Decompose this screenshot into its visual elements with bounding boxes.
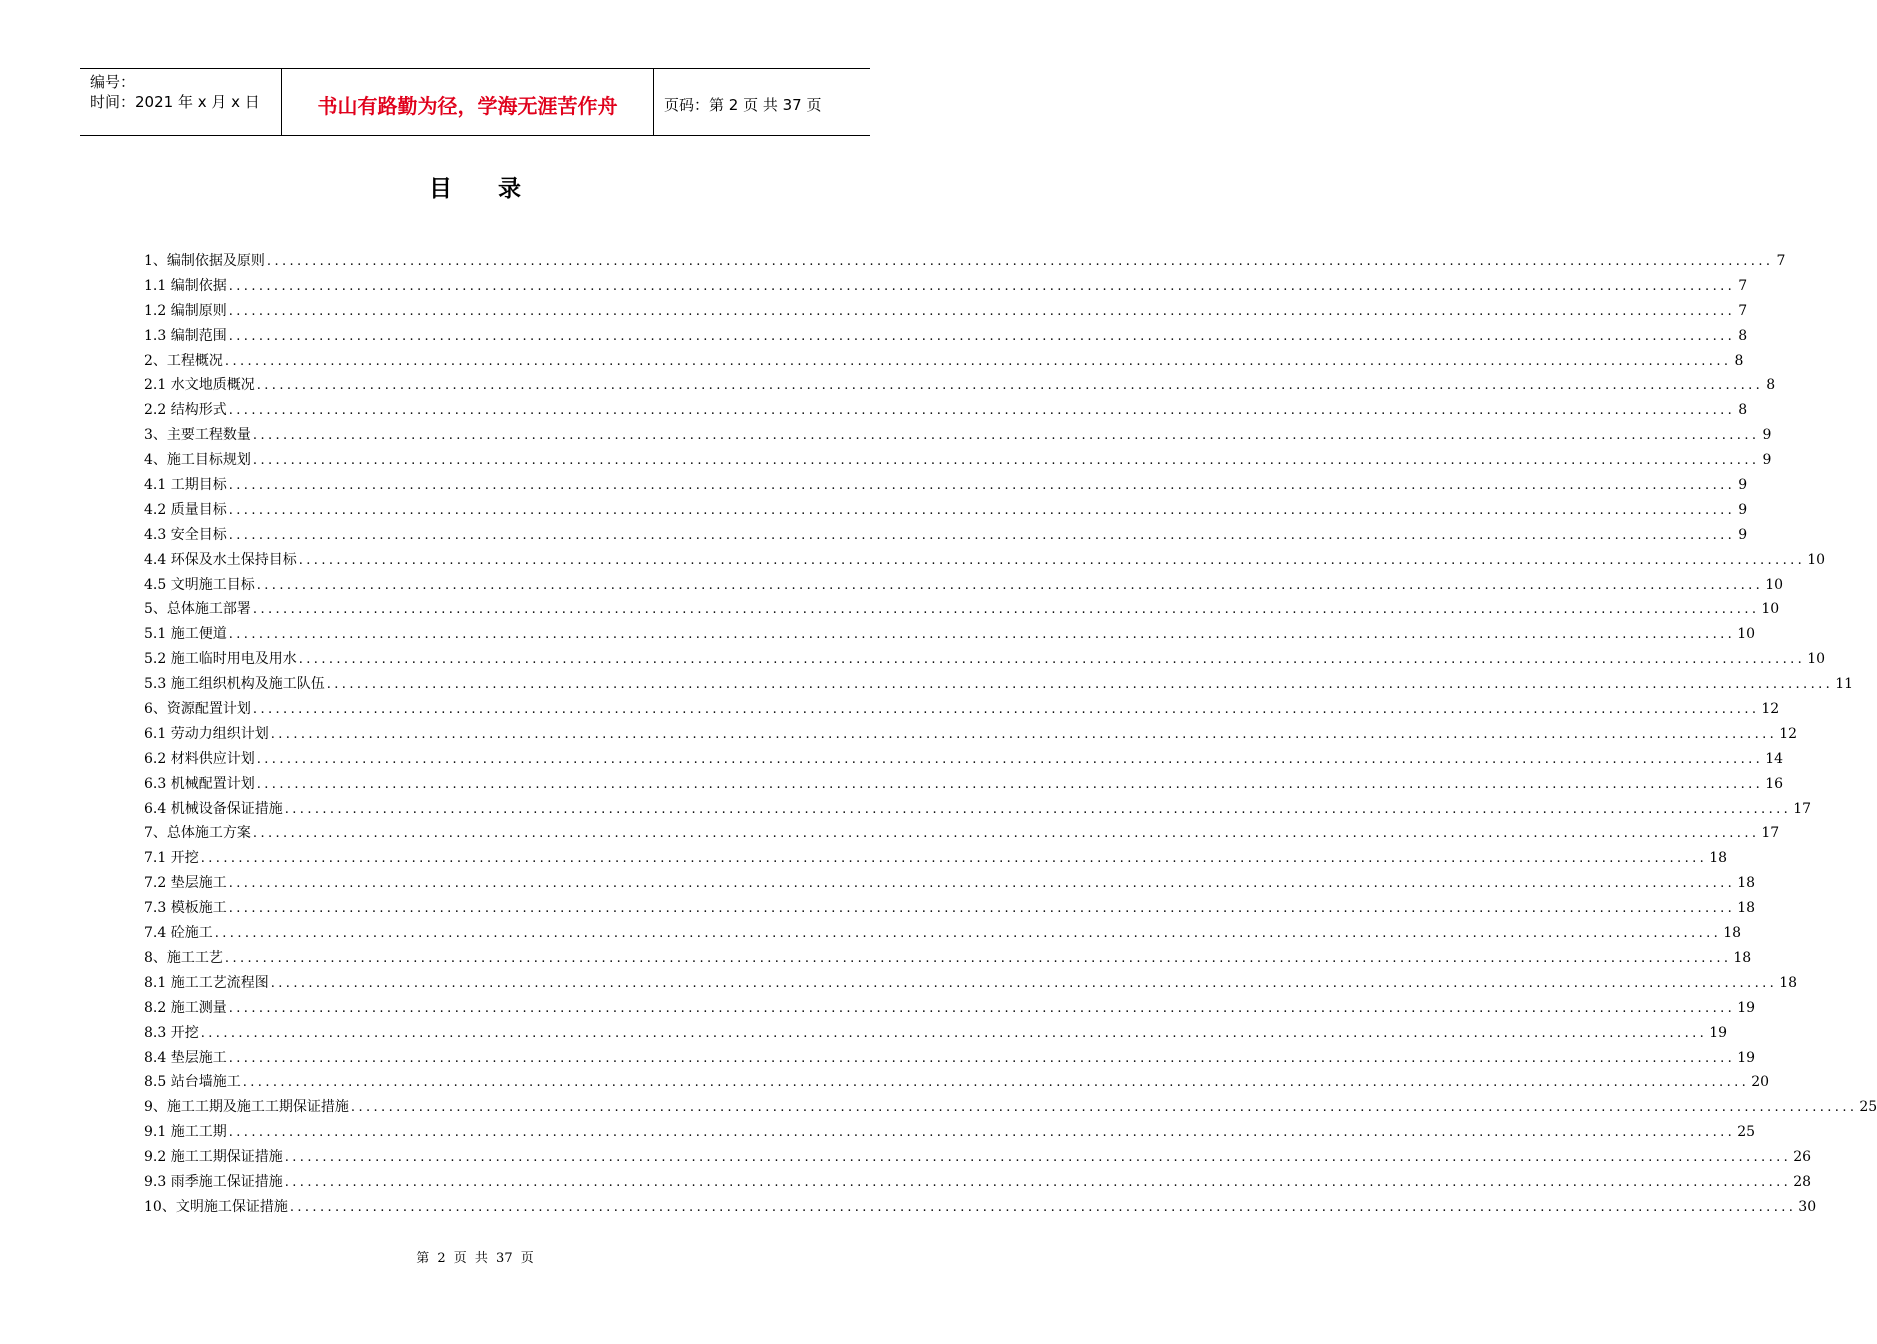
toc-entry-page: 7 xyxy=(1738,302,1748,319)
toc-entry-page: 8 xyxy=(1738,327,1748,344)
toc-entry-label: 4、施工目标规划 xyxy=(144,452,251,469)
toc-entry[interactable] xyxy=(144,747,1784,772)
toc-dot-leader: ........................................................................................................................................................................................................ xyxy=(224,950,1732,966)
toc-entry-label: 6.4 机械设备保证措施 xyxy=(144,800,283,817)
toc-dot-leader: ........................................................................................................................................................................................................ xyxy=(228,627,1736,643)
toc-dot-leader: ........................................................................................................................................................................................................ xyxy=(228,1050,1736,1066)
toc-entry-label: 8.3 开挖 xyxy=(144,1024,199,1041)
toc-entry-page: 12 xyxy=(1761,701,1780,718)
toc-entry-label: 4.4 环保及水土保持目标 xyxy=(144,551,297,568)
toc-dot-leader: ........................................................................................................................................................................................................ xyxy=(252,453,1760,469)
toc-dot-leader: ........................................................................................................................................................................................................ xyxy=(256,751,1764,767)
toc-entry[interactable] xyxy=(144,1070,1770,1095)
toc-dot-leader: ........................................................................................................................................................................................................ xyxy=(228,1000,1736,1016)
toc-dot-leader: ........................................................................................................................................................................................................ xyxy=(252,702,1760,718)
toc-entry-label: 6.3 机械配置计划 xyxy=(144,775,255,792)
toc-entry[interactable] xyxy=(144,1145,1812,1170)
toc-entry-label: 6.1 劳动力组织计划 xyxy=(144,725,269,742)
toc-entry[interactable] xyxy=(144,349,1744,374)
toc-entry-page: 9 xyxy=(1738,526,1748,543)
toc-dot-leader: ........................................................................................................................................................................................................ xyxy=(256,577,1764,593)
toc-entry-label: 6、资源配置计划 xyxy=(144,701,251,718)
toc-entry[interactable] xyxy=(144,971,1798,996)
toc-entry-page: 8 xyxy=(1734,352,1744,369)
toc-entry-label: 8.5 站台墙施工 xyxy=(144,1074,241,1091)
table-of-contents xyxy=(144,249,1877,1220)
toc-dot-leader: ........................................................................................................................................................................................................ xyxy=(326,677,1834,693)
toc-dot-leader: ........................................................................................................................................................................................................ xyxy=(270,975,1778,991)
toc-dot-leader: ........................................................................................................................................................................................................ xyxy=(298,552,1806,568)
toc-entry-page: 19 xyxy=(1709,1024,1728,1041)
toc-entry[interactable] xyxy=(144,722,1798,747)
toc-dot-leader: ........................................................................................................................................................................................................ xyxy=(252,428,1760,444)
toc-dot-leader: ........................................................................................................................................................................................................ xyxy=(284,801,1792,817)
toc-entry-page: 9 xyxy=(1762,427,1772,444)
toc-entry[interactable] xyxy=(144,523,1748,548)
toc-dot-leader: ........................................................................................................................................................................................................ xyxy=(228,328,1736,344)
toc-entry-page: 25 xyxy=(1737,1124,1756,1141)
toc-entry-label: 1.3 编制范围 xyxy=(144,327,227,344)
toc-entry[interactable] xyxy=(144,1120,1756,1145)
toc-entry[interactable] xyxy=(144,373,1776,398)
toc-entry-label: 3、主要工程数量 xyxy=(144,427,251,444)
toc-entry-label: 7.2 垫层施工 xyxy=(144,875,227,892)
toc-entry[interactable] xyxy=(144,597,1780,622)
toc-entry[interactable] xyxy=(144,622,1756,647)
toc-entry[interactable] xyxy=(144,996,1756,1021)
toc-entry[interactable] xyxy=(144,473,1748,498)
toc-entry-page: 10 xyxy=(1761,601,1780,618)
toc-entry-label: 8.4 垫层施工 xyxy=(144,1049,227,1066)
toc-entry[interactable] xyxy=(144,647,1826,672)
toc-entry-page: 19 xyxy=(1737,999,1756,1016)
toc-entry-page: 30 xyxy=(1798,1198,1817,1215)
toc-entry[interactable] xyxy=(144,697,1780,722)
toc-dot-leader: ........................................................................................................................................................................................................ xyxy=(298,652,1806,668)
toc-entry[interactable] xyxy=(144,573,1784,598)
toc-entry[interactable] xyxy=(144,249,1786,274)
toc-entry-page: 8 xyxy=(1766,377,1776,394)
toc-dot-leader: ........................................................................................................................................................................................................ xyxy=(228,901,1736,917)
toc-dot-leader: ........................................................................................................................................................................................................ xyxy=(228,303,1736,319)
toc-entry-page: 11 xyxy=(1835,676,1854,693)
toc-dot-leader: ........................................................................................................................................................................................................ xyxy=(228,502,1736,518)
toc-entry[interactable] xyxy=(144,274,1748,299)
toc-entry-page: 14 xyxy=(1765,750,1784,767)
toc-entry-label: 2.1 水文地质概况 xyxy=(144,377,255,394)
toc-entry[interactable] xyxy=(144,398,1748,423)
toc-entry-label: 7.4 砼施工 xyxy=(144,925,213,942)
toc-entry-label: 6.2 材料供应计划 xyxy=(144,750,255,767)
header-page-code: 页码：第 2 页 共 37 页 xyxy=(664,95,822,114)
toc-entry-label: 1、编制依据及原则 xyxy=(144,253,265,269)
toc-entry[interactable] xyxy=(144,672,1854,697)
toc-entry-page: 8 xyxy=(1738,402,1748,419)
toc-dot-leader: ........................................................................................................................................................................................................ xyxy=(252,826,1760,842)
toc-entry-label: 9.2 施工工期保证措施 xyxy=(144,1149,283,1166)
toc-entry-label: 2、工程概况 xyxy=(144,352,223,369)
toc-entry-page: 10 xyxy=(1765,576,1784,593)
toc-entry[interactable] xyxy=(144,498,1748,523)
toc-dot-leader: ........................................................................................................................................................................................................ xyxy=(214,926,1722,942)
document-time: 时间：2021 年 x 月 x 日 xyxy=(90,93,260,111)
toc-entry-page: 19 xyxy=(1737,1049,1756,1066)
toc-entry-page: 9 xyxy=(1738,501,1748,518)
toc-entry-label: 1.2 编制原则 xyxy=(144,302,227,319)
toc-entry-label: 4.1 工期目标 xyxy=(144,477,227,494)
toc-dot-leader: ........................................................................................................................................................................................................ xyxy=(224,353,1732,369)
toc-entry[interactable] xyxy=(144,299,1748,324)
toc-entry-label: 7、总体施工方案 xyxy=(144,825,251,842)
toc-entry[interactable] xyxy=(144,946,1752,971)
toc-entry-label: 4.2 质量目标 xyxy=(144,501,227,518)
toc-dot-leader: ........................................................................................................................................................................................................ xyxy=(228,1125,1736,1141)
toc-dot-leader: ........................................................................................................................................................................................................ xyxy=(200,1025,1708,1041)
page-title: 目录 xyxy=(429,176,567,202)
toc-entry[interactable] xyxy=(144,1021,1728,1046)
toc-entry-label: 4.5 文明施工目标 xyxy=(144,576,255,593)
toc-entry[interactable] xyxy=(144,821,1780,846)
toc-entry-label: 4.3 安全目标 xyxy=(144,526,227,543)
toc-entry-label: 9、施工工期及施工工期保证措施 xyxy=(144,1099,349,1116)
toc-dot-leader: ........................................................................................................................................................................................................ xyxy=(228,403,1736,419)
toc-entry-label: 5.3 施工组织机构及施工队伍 xyxy=(144,676,325,693)
toc-entry-page: 12 xyxy=(1779,725,1798,742)
toc-entry-label: 5.1 施工便道 xyxy=(144,626,227,643)
toc-entry-page: 17 xyxy=(1793,800,1812,817)
document-number-label: 编号： xyxy=(90,73,136,91)
toc-entry-page: 17 xyxy=(1761,825,1780,842)
toc-entry-page: 28 xyxy=(1793,1173,1812,1190)
toc-entry-label: 5、总体施工部署 xyxy=(144,601,251,618)
toc-dot-leader: ........................................................................................................................................................................................................ xyxy=(270,726,1778,742)
toc-entry-label: 10、文明施工保证措施 xyxy=(144,1198,288,1215)
toc-entry[interactable] xyxy=(144,1046,1756,1071)
page-footer: 第 2 页 共 37 页 xyxy=(416,1251,534,1266)
page-header xyxy=(80,68,870,136)
toc-entry-page: 7 xyxy=(1776,253,1786,269)
toc-entry[interactable] xyxy=(144,921,1742,946)
toc-entry-label: 9.3 雨季施工保证措施 xyxy=(144,1173,283,1190)
toc-entry-page: 9 xyxy=(1762,452,1772,469)
header-motto: 书山有路勤为径，学海无涯苦作舟 xyxy=(282,69,654,135)
toc-entry-label: 1.1 编制依据 xyxy=(144,277,227,294)
toc-dot-leader: ........................................................................................................................................................................................................ xyxy=(256,776,1764,792)
toc-entry-page: 18 xyxy=(1737,900,1756,917)
toc-entry-label: 8.2 施工测量 xyxy=(144,999,227,1016)
toc-entry-page: 20 xyxy=(1751,1074,1770,1091)
toc-entry-page: 18 xyxy=(1737,875,1756,892)
toc-entry-label: 2.2 结构形式 xyxy=(144,402,227,419)
toc-entry-label: 8、施工工艺 xyxy=(144,949,223,966)
toc-entry-page: 7 xyxy=(1738,277,1748,294)
toc-dot-leader: ........................................................................................................................................................................................................ xyxy=(228,478,1736,494)
toc-dot-leader: ........................................................................................................................................................................................................ xyxy=(266,254,1774,269)
toc-entry-label: 7.1 开挖 xyxy=(144,850,199,867)
toc-dot-leader: ........................................................................................................................................................................................................ xyxy=(284,1150,1792,1166)
toc-entry-page: 18 xyxy=(1709,850,1728,867)
toc-entry[interactable] xyxy=(144,896,1756,921)
toc-entry[interactable] xyxy=(144,448,1772,473)
toc-entry-page: 26 xyxy=(1793,1149,1812,1166)
toc-entry-label: 8.1 施工工艺流程图 xyxy=(144,974,269,991)
toc-entry-page: 16 xyxy=(1765,775,1784,792)
toc-entry[interactable] xyxy=(144,797,1812,822)
toc-entry[interactable] xyxy=(144,871,1756,896)
toc-entry[interactable] xyxy=(144,423,1772,448)
toc-dot-leader: ........................................................................................................................................................................................................ xyxy=(228,278,1736,294)
toc-entry-label: 9.1 施工工期 xyxy=(144,1124,227,1141)
toc-entry-page: 25 xyxy=(1859,1099,1877,1116)
toc-dot-leader: ........................................................................................................................................................................................................ xyxy=(242,1075,1750,1091)
toc-entry[interactable] xyxy=(144,548,1826,573)
toc-entry-page: 18 xyxy=(1779,974,1798,991)
toc-dot-leader: ........................................................................................................................................................................................................ xyxy=(256,378,1764,394)
toc-dot-leader: ........................................................................................................................................................................................................ xyxy=(350,1100,1858,1116)
header-meta xyxy=(80,69,282,135)
toc-entry[interactable] xyxy=(144,1170,1812,1195)
toc-entry-label: 5.2 施工临时用电及用水 xyxy=(144,651,297,668)
toc-entry-page: 9 xyxy=(1738,477,1748,494)
toc-entry-page: 18 xyxy=(1723,925,1742,942)
toc-entry-page: 10 xyxy=(1807,551,1826,568)
toc-dot-leader: ........................................................................................................................................................................................................ xyxy=(289,1199,1797,1215)
toc-dot-leader: ........................................................................................................................................................................................................ xyxy=(228,527,1736,543)
toc-entry-page: 18 xyxy=(1733,949,1752,966)
toc-dot-leader: ........................................................................................................................................................................................................ xyxy=(228,876,1736,892)
toc-entry[interactable] xyxy=(144,324,1748,349)
toc-entry[interactable] xyxy=(144,1095,1877,1120)
toc-dot-leader: ........................................................................................................................................................................................................ xyxy=(200,851,1708,867)
toc-dot-leader: ........................................................................................................................................................................................................ xyxy=(252,602,1760,618)
toc-entry[interactable] xyxy=(144,846,1728,871)
toc-entry[interactable] xyxy=(144,772,1784,797)
toc-entry[interactable] xyxy=(144,1195,1817,1220)
toc-entry-page: 10 xyxy=(1737,626,1756,643)
toc-entry-page: 10 xyxy=(1807,651,1826,668)
toc-entry-label: 7.3 模板施工 xyxy=(144,900,227,917)
toc-dot-leader: ........................................................................................................................................................................................................ xyxy=(284,1174,1792,1190)
